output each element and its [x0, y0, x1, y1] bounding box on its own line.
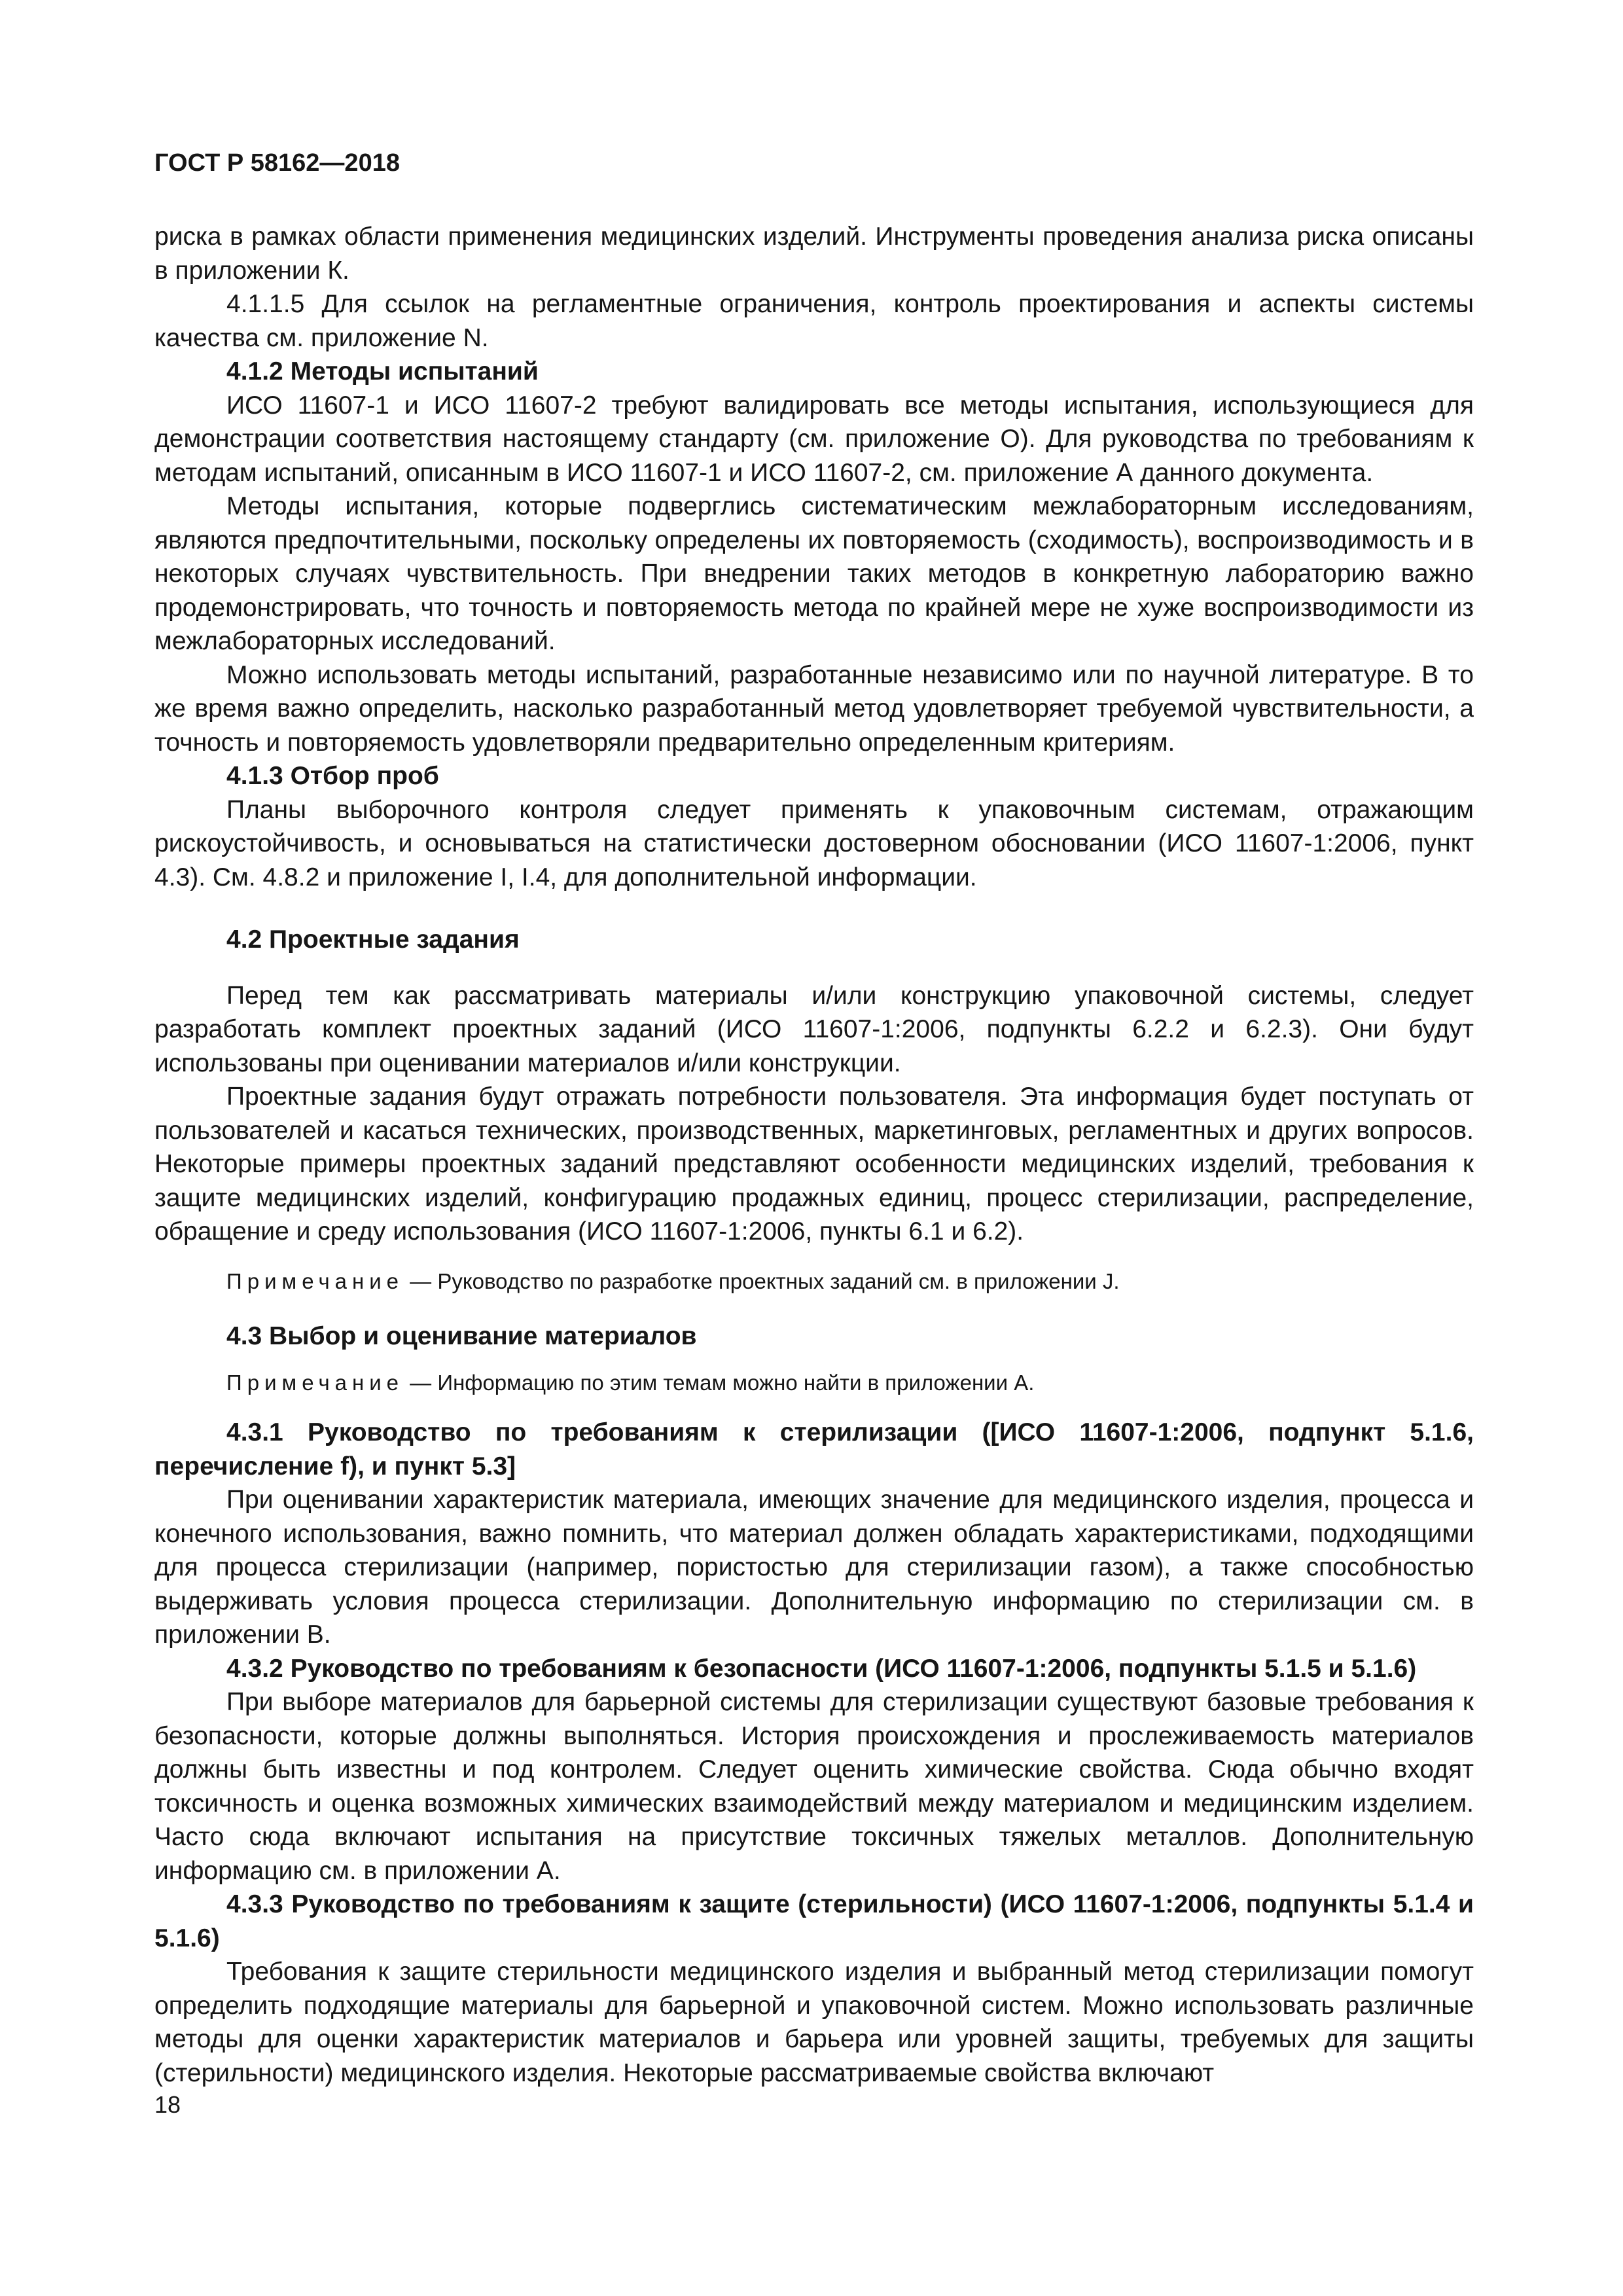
paragraph-4-1-1-5: 4.1.1.5 Для ссылок на регламентные ограничения, контроль проектирования и аспекты системы качества см. приложение N. [154, 290, 1474, 352]
heading-4-1-2: 4.1.2 Методы испытаний [226, 357, 539, 386]
paragraph: Планы выборочного контроля следует применять к упаковочным системам, отражающим рискоустойчивость, и основываться на статистически достоверном обосновании (ИСО 11607-1:2006, пункт 4.3). См. 4.8.2 и приложение I, I.4, для дополнительной информации. [154, 795, 1474, 891]
paragraph: При выборе материалов для барьерной системы для стерилизации существуют базовые требования к безопасности, которые должны выполняться. История происхождения и прослеживаемость материалов должны быть известны и под контролем. Следует оценить химические свойства. Сюда обычно входят токсичность и оценка возможных химических взаимодействий между материалом и медицинским изделием. Часто сюда включают испытания на присутствие токсичных тяжелых металлов. Дополнительную информацию см. в приложении А. [154, 1688, 1474, 1885]
note-text: — Руководство по разработке проектных заданий см. в приложении J. [404, 1268, 1120, 1293]
note-label: Примечание [226, 1268, 404, 1293]
heading-4-1-3: 4.1.3 Отбор проб [226, 762, 439, 790]
paragraph: Методы испытания, которые подверглись систематическим межлабораторным исследованиям, являются предпочтительными, поскольку определены их повторяемость (сходимость), воспроизводимость и в некоторых случаях чувствительность. При внедрении таких методов в конкретную лабораторию важно продемонстрировать, что точность и повторяемость метода по крайней мере не хуже воспроизводимости из межлабораторных исследований. [154, 492, 1474, 655]
paragraph: Требования к защите стерильности медицинского изделия и выбранный метод стерилизации помогут определить подходящие материалы для барьерной и упаковочной систем. Можно использовать различные методы для оценки характеристик материалов и барьера или уровней защиты, требуемых для защиты (стерильности) медицинского изделия. Некоторые рассматриваемые свойства включают [154, 1958, 1474, 2087]
heading-4-2: 4.2 Проектные задания [226, 925, 520, 954]
paragraph: риска в рамках области применения медицинских изделий. Инструменты проведения анализа риска описаны в приложении К. [154, 223, 1474, 285]
heading-4-3: 4.3 Выбор и оценивание материалов [226, 1321, 697, 1350]
note-text: — Информацию по этим темам можно найти в приложении А. [404, 1371, 1035, 1395]
note [154, 1267, 1474, 1296]
document-header: ГОСТ Р 58162—2018 [154, 149, 400, 177]
heading-4-3-2: 4.3.2 Руководство по требованиям к безопасности (ИСО 11607-1:2006, подпункты 5.1.5 и 5.1.6) [226, 1654, 1417, 1683]
heading-4-3-1: 4.3.1 Руководство по требованиям к стерилизации ([ИСО 11607-1:2006, подпункт 5.1.6, перечисление f), и пункт 5.3] [154, 1418, 1474, 1480]
heading-4-3-3: 4.3.3 Руководство по требованиям к защите (стерильности) (ИСО 11607-1:2006, подпункты 5.1.4 и 5.1.6) [154, 1890, 1474, 1952]
paragraph: ИСО 11607-1 и ИСО 11607-2 требуют валидировать все методы испытания, использующиеся для демонстрации соответствия настоящему стандарту (см. приложение О). Для руководства по требованиям к методам испытаний, описанным в ИСО 11607-1 и ИСО 11607-2, см. приложение А данного документа. [154, 391, 1474, 487]
paragraph: Можно использовать методы испытаний, разработанные независимо или по научной литературе. В то же время важно определить, насколько разработанный метод удовлетворяет требуемой чувствительности, а точность и повторяемость удовлетворяли предварительно определенным критериям. [154, 660, 1474, 757]
paragraph: Проектные задания будут отражать потребности пользователя. Эта информация будет поступать от пользователей и касаться технических, производственных, маркетинговых, регламентных и других вопросов. Некоторые примеры проектных заданий представляют особенности медицинских изделий, требования к защите медицинских изделий, конфигурацию продажных единиц, процесс стерилизации, распределение, обращение и среду использования (ИСО 11607-1:2006, пункты 6.1 и 6.2). [154, 1083, 1474, 1246]
document-page [154, 148, 1474, 2090]
note [154, 1369, 1474, 1397]
paragraph: Перед тем как рассматривать материалы и/или конструкцию упаковочной системы, следует разработать комплект проектных заданий (ИСО 11607-1:2006, подпункты 6.2.2 и 6.2.3). Они будут использованы при оценивании материалов и/или конструкции. [154, 981, 1474, 1077]
page-number: 18 [154, 2091, 181, 2118]
note-label: Примечание [226, 1371, 404, 1395]
paragraph: При оценивании характеристик материала, имеющих значение для медицинского изделия, процесса и конечного использования, важно помнить, что материал должен обладать характеристиками, подходящими для процесса стерилизации (например, пористостью для стерилизации газом), а также способностью выдерживать условия процесса стерилизации. Дополнительную информацию по стерилизации см. в приложении В. [154, 1486, 1474, 1649]
